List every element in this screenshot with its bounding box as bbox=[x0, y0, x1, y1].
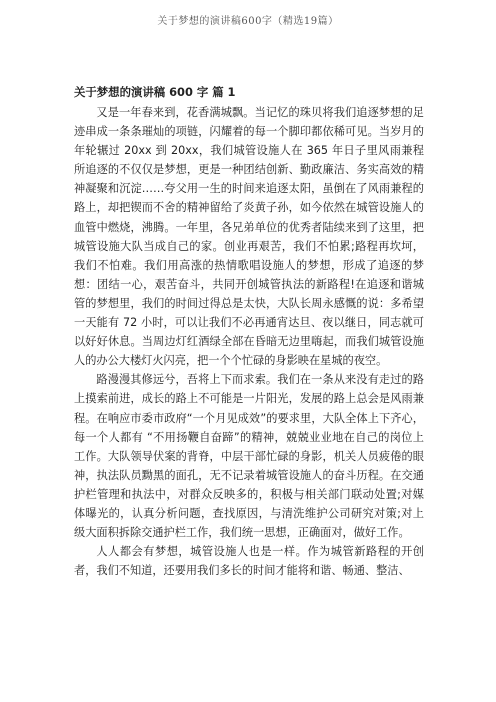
paragraph-1: 又是一年春来到，花香满城飘。当记忆的珠贝将我们追逐梦想的足迹串成一条条璀灿的项链，闪耀着的每一个脚印都依稀可见。当岁月的年轮辗过 20xx 到 20xx，我们城管设施人在 365 年日子里风雨兼程所追逐的不仅仅是梦想，更是一种团结创新、勤政廉洁、务实高效的精神凝聚和沉淀……夸父用一生的时间来追逐太阳，虽倒在了风雨兼程的路上，却把锲而不舍的精神留给了炎黄子孙，如今依然在城管设施人的血管中燃烧，沸腾。一年里，各兄弟单位的优秀者陆续来到了这里，把城管设施大队当成自己的家。创业再艰苦，我们不怕累;路程再坎坷，我们不怕难。我们用高涨的热情歌唱设施人的梦想，形成了追逐的梦想：团结一心，艰苦奋斗，共同开创城管执法的新路程!在追逐和谐城管的梦想里，我们的时间过得总是太快，大队长周永感慨的说：多希望一天能有 72 小时，可以让我们不必再通宵达旦、夜以继日，同志就可以好好休息。当周边灯红酒绿全部在昏暗无边里嗨起，而我们城管设施人的办公大楼灯火闪亮，把一个个忙碌的身影映在星城的夜空。 bbox=[74, 106, 424, 368]
paragraph-2: 路漫漫其修远兮，吾将上下而求索。我们在一条从来没有走过的路上摸索前进，成长的路上不可能是一片阳光，发展的路上总会是风雨兼程。在响应市委市政府“一个月见成效”的要求里，大队全体上下齐心，每一个人都有 “不用扬鞭自奋蹄”的精神，兢兢业业地在自己的岗位上工作。大队领导伏案的背脊，中层干部忙碌的身影，机关人员疲倦的眼神，执法队员黝黑的面孔，无不记录着城管设施人的奋斗历程。在交通护栏管理和执法中，对群众反映多的，积极与相关部门联动处置;对媒体曝光的，认真分析问题，查找原因，与清洗维护公司研究对策;对上级大面积拆除交通护栏工作，我们统一思想，正确面对，做好工作。 bbox=[74, 373, 424, 540]
document-body bbox=[74, 84, 424, 580]
paragraph-3: 人人都会有梦想，城管设施人也是一样。作为城管新路程的开创者，我们不知道，还要用我们多长的时间才能将和谐、畅通、整洁、 bbox=[74, 545, 424, 578]
document-header-title: 关于梦想的演讲稿600字（精选19篇） bbox=[157, 16, 339, 27]
section-title: 关于梦想的演讲稿 600 字 篇 1 bbox=[74, 85, 236, 99]
